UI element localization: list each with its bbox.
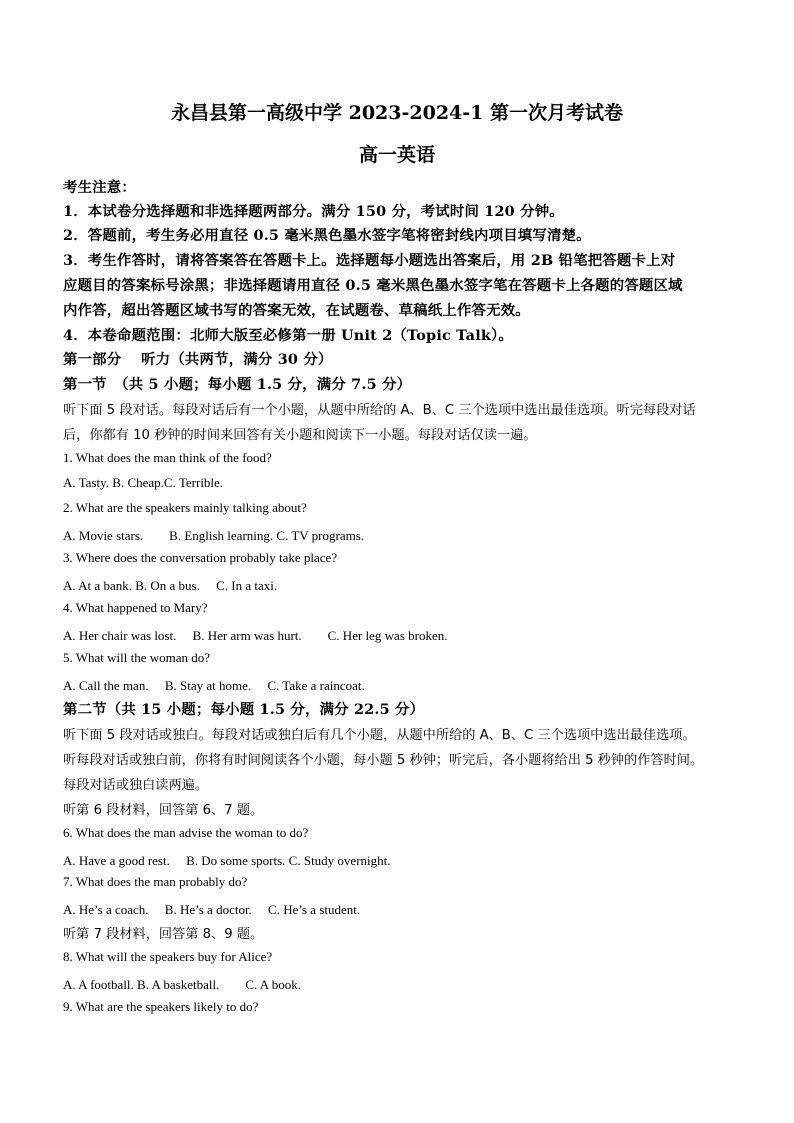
section2-heading: 第二节（共 15 小题；每小题 1.5 分，满分 22.5 分）	[63, 701, 425, 718]
exam-subject: 高一英语	[358, 144, 435, 166]
notice-item-3-line-3: 内作答，超出答题区域书写的答案无效，在试题卷、草稿纸上作答无效。	[63, 302, 530, 319]
section2-instruction-line-1: 听下面 5 段对话或独白。每段对话或独白后有几个小题，从题中所给的 A、B、C 三个选项中选出最佳选项。	[63, 728, 696, 743]
question-3-options: A. At a bank. B. On a bus. C. In a taxi.	[63, 578, 278, 593]
question-5-options: A. Call the man. B. Stay at home. C. Take a raincoat.	[63, 678, 365, 693]
section2-instruction-line-2: 听每段对话或独白前，你将有时间阅读各个小题，每小题 5 秒钟；听完后，各小题将给出 5 秒钟的作答时间。	[63, 753, 704, 768]
notice-item-4: 4．本卷命题范围：北师大版至必修第一册 Unit 2（Topic Talk）。	[63, 327, 514, 344]
question-4: 4. What happened to Mary?	[63, 600, 208, 615]
material-7-heading: 听第 7 段材料，回答第 8、9 题。	[63, 927, 264, 942]
question-5: 5. What will the woman do?	[63, 650, 211, 665]
exam-title: 永昌县第一高级中学 2023-2024-1 第一次月考试卷	[171, 102, 623, 124]
notice-heading: 考生注意：	[63, 179, 136, 196]
section1-instruction-line-2: 后，你都有 10 秒钟的时间来回答有关小题和阅读下一小题。每段对话仅读一遍。	[63, 428, 537, 443]
section1-heading: 第一节 （共 5 小题；每小题 1.5 分，满分 7.5 分）	[63, 376, 412, 393]
question-9: 9. What are the speakers likely to do?	[63, 999, 259, 1014]
question-2-options: A. Movie stars. B. English learning. C. TV programs.	[63, 528, 365, 543]
part1-heading: 第一部分 听力（共两节，满分 30 分）	[63, 351, 333, 368]
question-6-options: A. Have a good rest. B. Do some sports. C. Study overnight.	[63, 853, 391, 868]
section2-instruction-line-3: 每段对话或独白读两遍。	[63, 778, 209, 793]
notice-item-3-line-2: 应题目的答案标号涂黑；非选择题请用直径 0.5 毫米黑色墨水签字笔在答题卡上各题的答题区域	[63, 277, 683, 294]
question-1: 1. What does the man think of the food?	[63, 450, 272, 465]
notice-item-1: 1．本试卷分选择题和非选择题两部分。满分 150 分，考试时间 120 分钟。	[63, 203, 564, 220]
question-4-options: A. Her chair was lost. B. Her arm was hurt. C. Her leg was broken.	[63, 628, 448, 643]
question-6: 6. What does the man advise the woman to do?	[63, 825, 309, 840]
question-8: 8. What will the speakers buy for Alice?	[63, 949, 273, 964]
question-8-options: A. A football. B. A basketball. C. A book.	[63, 977, 301, 992]
section1-instruction-line-1: 听下面 5 段对话。每段对话后有一个小题，从题中所给的 A、B、C 三个选项中选出最佳选项。听完每段对话	[63, 403, 696, 418]
question-1-options: A. Tasty. B. Cheap.C. Terrible.	[63, 475, 224, 490]
notice-item-2: 2．答题前，考生务必用直径 0.5 毫米黑色墨水签字笔将密封线内项目填写清楚。	[63, 227, 591, 244]
material-6-heading: 听第 6 段材料，回答第 6、7 题。	[63, 803, 264, 818]
question-2: 2. What are the speakers mainly talking about?	[63, 500, 307, 515]
question-7-options: A. He’s a coach. B. He’s a doctor. C. He’s a student.	[63, 902, 361, 917]
question-7: 7. What does the man probably do?	[63, 874, 248, 889]
question-3: 3. Where does the conversation probably take place?	[63, 550, 338, 565]
notice-item-3-line-1: 3．考生作答时，请将答案答在答题卡上。选择题每小题选出答案后，用 2B 铅笔把答题卡上对	[63, 252, 676, 269]
